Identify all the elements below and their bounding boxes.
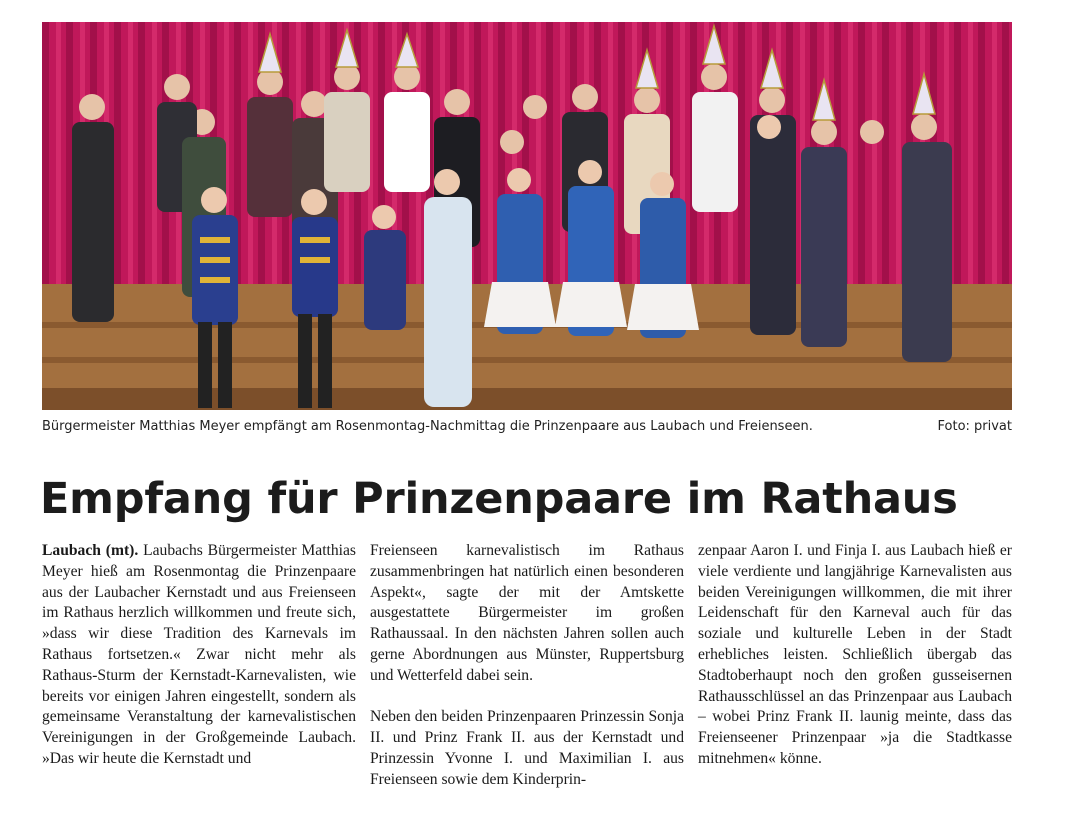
col1-text: Laubachs Bürgermeister Matthias Meyer hieß am Rosenmontag die Prinzenpaare aus der Laubacher Kernstadt und aus Freienseen im Rathaus herzlich willkommen und freute sich, »dass wir diese Tradition des Karnevals im Rathaus fortsetzen.« Zwar nicht mehr als Rathaus-Sturm der Kernstadt-Karnevalisten, wie bereits vor einigen Jahren eingestellt, sondern als gemeinsame Veranstaltung der karnevalistischen Vereinigungen in der Großgemeinde Laubach. »Das wir heute die Kernstadt und xyxy=(42,542,356,767)
photo-caption xyxy=(42,419,1012,434)
col2-paragraph-2: Neben den beiden Prinzenpaaren Prinzessin Sonja II. und Prinz Frank II. aus der Kernstadt und Prinzessin Yvonne I. und Maximilian I. aus Freienseen sowie dem Kinderprin- xyxy=(370,708,684,788)
photo-credit: Foto: privat xyxy=(937,419,1012,434)
article-photo xyxy=(42,22,1012,410)
paragraph-1 xyxy=(42,541,356,770)
article-headline: Empfang für Prinzenpaare im Rathaus xyxy=(40,474,958,524)
article-column-3 xyxy=(698,541,1012,770)
article-column-2 xyxy=(370,541,684,791)
col2-paragraph-1: Freienseen karnevalistisch im Rathaus zusammenbringen hat natürlich einen besonderen Aspekt«, sagte der mit der Amtskette ausgestattete Bürgermeister im großen Rathaussaal. In den nächsten Jahren sollen auch gerne Abordnungen aus Münster, Ruppertsburg und Wetterfeld dabei sein. xyxy=(370,542,684,684)
col3-paragraph: zenpaar Aaron I. und Finja I. aus Laubach hieß er viele verdiente und langjährige Karnevalisten aus beiden Vereinigungen willkommen, die mit ihrer Leidenschaft für den Karneval auch für das soziale und kulturelle Leben in der Stadt erhebliches leisten. Schließlich übergab das Stadtoberhaupt noch den großen gusseisernen Rathausschlüssel an das Prinzenpaar aus Laubach – wobei Prinz Frank II. launig meinte, dass das Freienseener Prinzenpaar »ja die Stadtkasse mitnehmen« könne. xyxy=(698,542,1012,767)
article-column-1 xyxy=(42,541,356,770)
caption-text: Bürgermeister Matthias Meyer empfängt am Rosenmontag-Nachmittag die Prinzenpaare aus Laubach und Freienseen. xyxy=(42,419,813,434)
dateline: Laubach (mt). xyxy=(42,542,139,559)
group-photo-illustration xyxy=(42,22,1012,410)
